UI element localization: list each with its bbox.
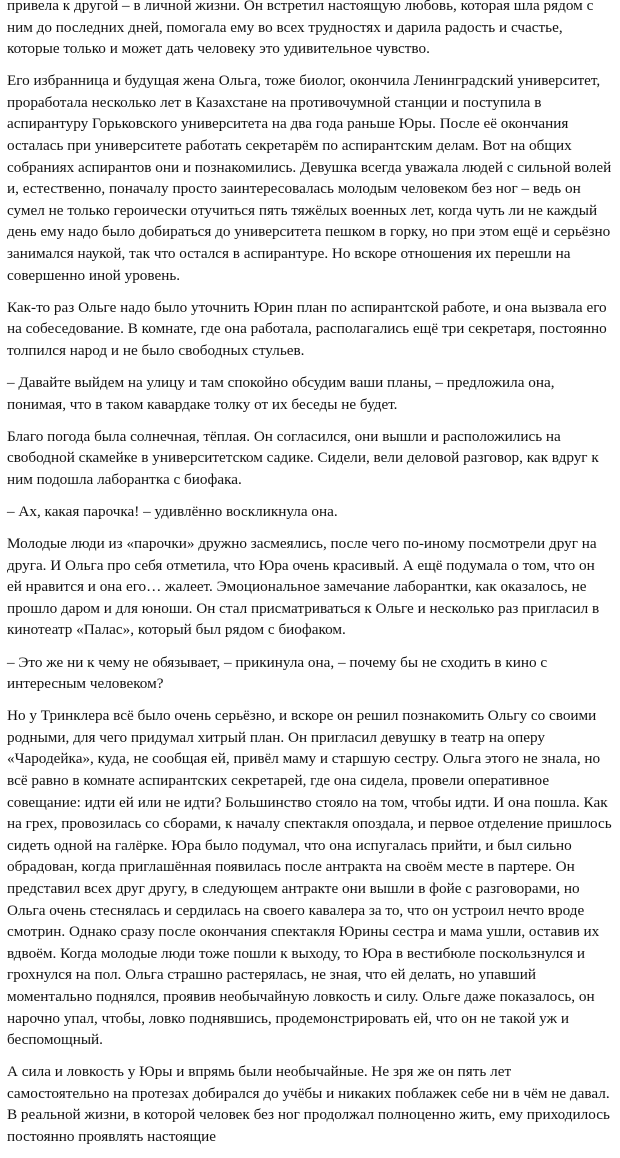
paragraph-10: А сила и ловкость у Юры и впрямь были необычайные. Не зря же он пять лет самостоятельно на протезах добирался до учёбы и никаких поблажек себе ни в чём не давал. В реальной жизни, в которой человек без ног продолжал полноценно жить, ему приходилось постоянно проявлять настоящие [7,1063,610,1145]
paragraph-8: – Это же ни к чему не обязывает, – прикинула она, – почему бы не сходить в кино с интересным человеком? [7,653,548,693]
paragraph-5: Благо погода была солнечная, тёплая. Он согласился, они вышли и расположились на свободной скамейке в университетском садике. Сидели, вели деловой разговор, как вдруг к ним подошла лаборантка с биофака. [7,427,599,488]
paragraph-9: Но у Тринклера всё было очень серьёзно, и вскоре он решил познакомить Ольгу со своими родными, для чего придумал хитрый план. Он пригласил девушку в театр на оперу «Чародейка», куда, не сообщая ей, привёл маму и старшую сестру. Ольга этого не знала, но всё равно в комнате аспирантских секретарей, где она сидела, провели оперативное совещание: идти ей или не идти? Большинство стояло на том, чтобы идти. И она пошла. Как на грех, провозилась со сборами, к началу спектакля опоздала, и первое отделение пришлось сидеть одной на галёрке. Юра было подумал, что она испугалась прийти, и был сильно обрадован, когда приглашённая появилась после антракта на своём месте в партере. Он представил всех друг другу, в следующем антракте они вышли в фойе с разговорами, но Ольга очень стеснялась и сердилась на своего кавалера за то, что он устроил нечто вроде смотрин. Однако сразу после окончания спектакля Юрины сестра и мама ушли, оставив их вдвоём. Когда молодые люди тоже пошли к выходу, то Юра в вестибюле поскользнулся и грохнулся на пол. Ольга страшно растерялась, не зная, что ей делать, но упавший моментально поднялся, проявив необычайную ловкость и силу. Ольге даже показалось, он нарочно упал, чтобы, ловко поднявшись, продемонстрировать ей, что он не такой уж и беспомощный. [7,707,612,1049]
document-page [7,0,613,1158]
paragraph-2: Его избранница и будущая жена Ольга, тоже биолог, окончила Ленинградский университет, проработала несколько лет в Казахстане на противочумной станции и поступила в аспирантуру Горьковского университета на два года раньше Юры. После её окончания осталась при университете работать секретарём по аспирантским делам. Вот на общих собраниях аспирантов они и познакомились. Девушка всегда уважала людей с сильной волей и, естественно, поначалу просто заинтересовалась молодым человеком без ног – ведь он сумел не только героически отучиться пять тяжёлых военных лет, когда чуть ли не каждый день ему надо было добираться до университета пешком в горку, но при этом ещё и серьёзно занимался наукой, так что остался в аспирантуре. Но вскоре отношения их перешли на совершенно иной уровень. [7,72,612,284]
paragraph-1: привела к другой – в личной жизни. Он встретил настоящую любовь, которая шла рядом с ним до последних дней, помогала ему во всех трудностях и дарила радость и счастье, которые только и может дать человеку это удивительное чувство. [7,0,594,58]
paragraph-4: – Давайте выйдем на улицу и там спокойно обсудим ваши планы, – предложила она, понимая, что в таком кавардаке толку от их беседы не будет. [7,374,555,413]
paragraph-3: Как-то раз Ольге надо было уточнить Юрин план по аспирантской работе, и она вызвала его на собеседование. В комнате, где она работала, располагались ещё три секретаря, постоянно толпился народ и не было свободных стульев. [7,298,607,359]
paragraph-7: Молодые люди из «парочки» дружно засмеялись, после чего по-иному посмотрели друг на друга. И Ольга про себя отметила, что Юра очень красивый. А ещё подумала о том, что он ей нравится и она его… жалеет. Эмоциональное замечание лаборантки, как оказалось, не прошло даром и для юноши. Он стал присматриваться к Ольге и несколько раз пригласил в кинотеатр «Палас», который был рядом с биофаком. [7,535,600,639]
paragraph-6: – Ах, какая парочка! – удивлённо воскликнула она. [7,502,338,520]
